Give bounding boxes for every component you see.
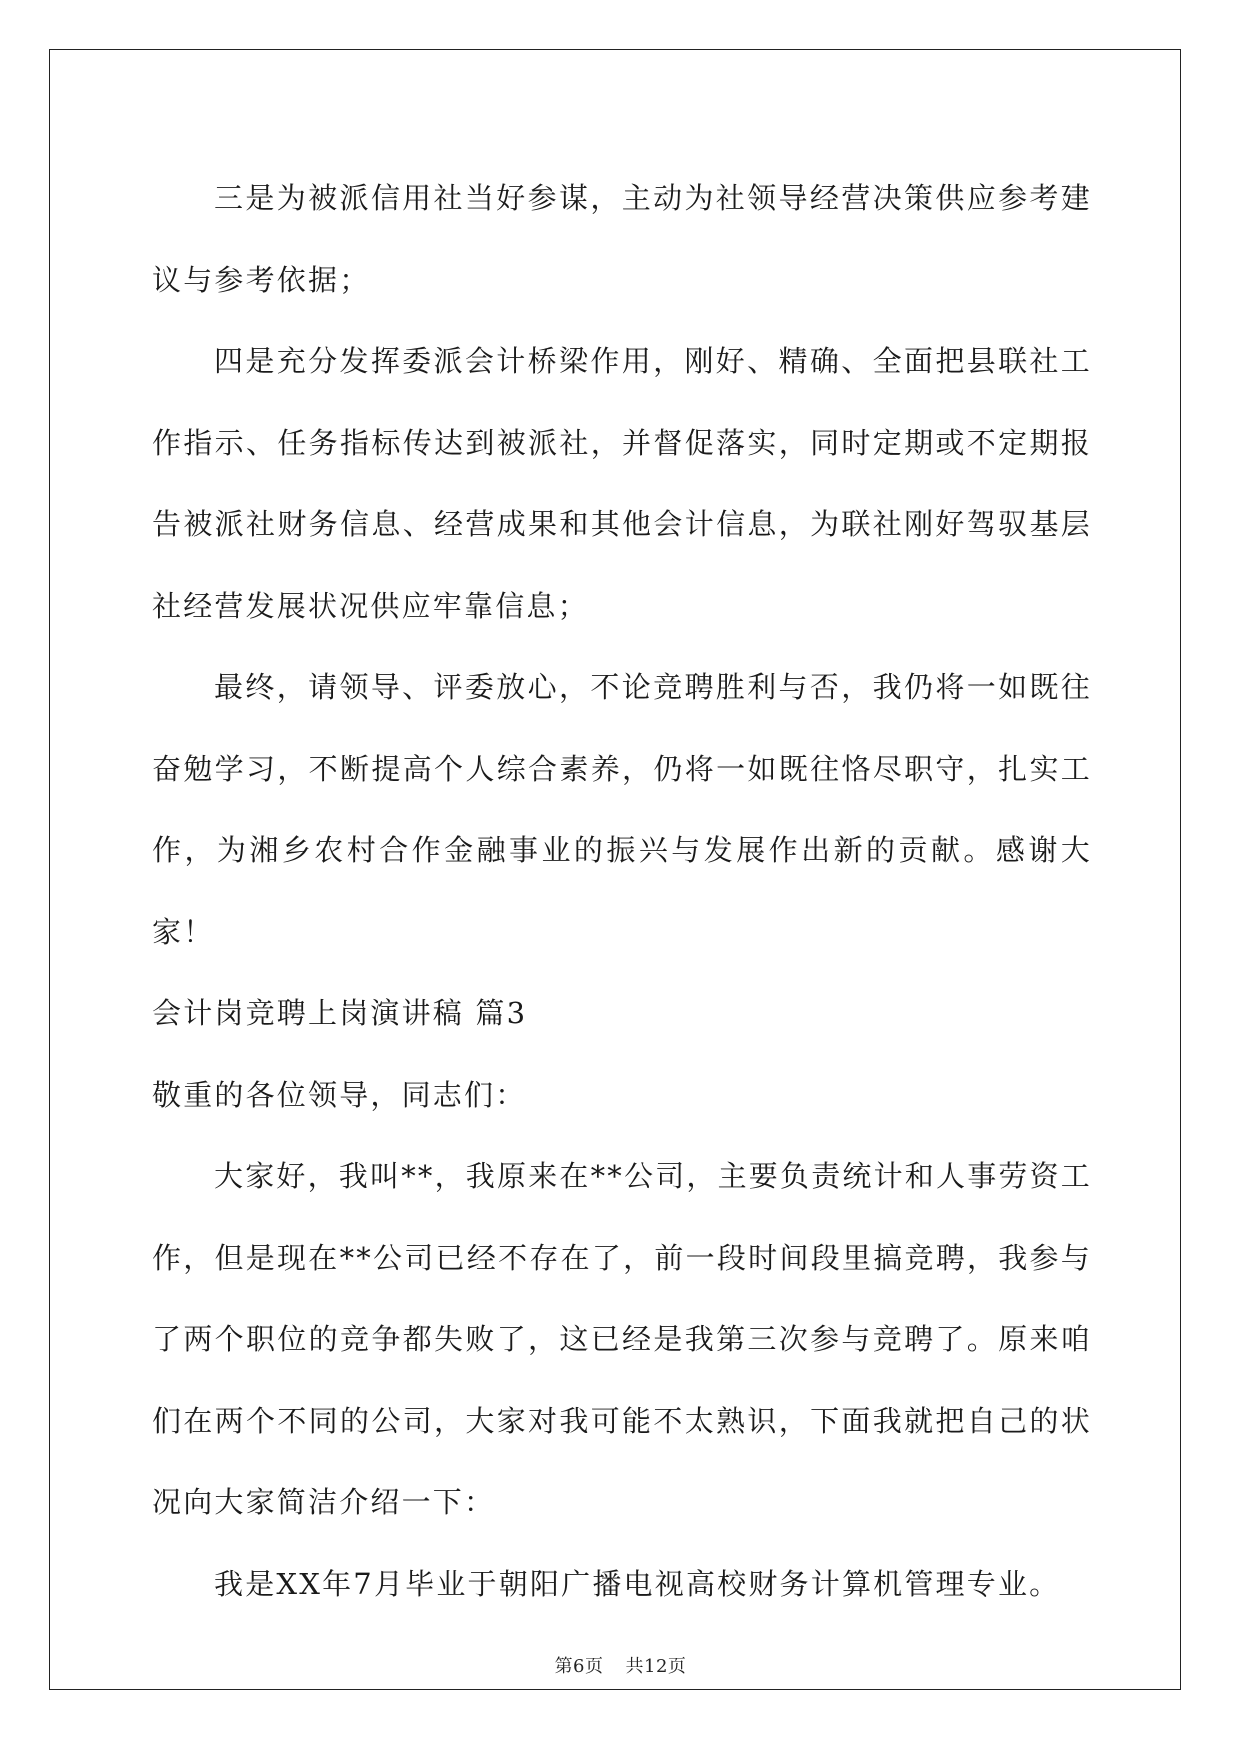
paragraph: 三是为被派信用社当好参谋，主动为社领导经营决策供应参考建议与参考依据； — [152, 181, 1092, 297]
paragraph: 四是充分发挥委派会计桥梁作用，刚好、精确、全面把县联社工作指示、任务指标传达到被派社，并督促落实，同时定期或不定期报告被派社财务信息、经营成果和其他会计信息，为联社刚好驾驭基层社经营发展状况供应牢靠信息； — [152, 344, 1092, 623]
section-heading: 会计岗竞聘上岗演讲稿 篇3 — [152, 996, 528, 1030]
salutation: 敬重的各位领导，同志们： — [152, 1077, 527, 1112]
paragraph: 我是XX年7月毕业于朝阳广播电视高校财务计算机管理专业。 — [214, 1566, 1061, 1601]
page-footer — [0, 1652, 1241, 1678]
paragraph: 最终，请领导、评委放心，不论竞聘胜利与否，我仍将一如既往奋勉学习，不断提高个人综合素养，仍将一如既往恪尽职守，扎实工作，为湘乡农村合作金融事业的振兴与发展作出新的贡献。感谢大家！ — [152, 670, 1092, 949]
total-pages: 共12页 — [625, 1656, 687, 1677]
page-number: 第6页 — [554, 1656, 604, 1677]
document-body — [152, 158, 1092, 1625]
paragraph: 大家好，我叫**，我原来在**公司，主要负责统计和人事劳资工作，但是现在**公司已经不存在了，前一段时间段里搞竞聘，我参与了两个职位的竞争都失败了，这已经是我第三次参与竞聘了。原来咱们在两个不同的公司，大家对我可能不太熟识，下面我就把自己的状况向大家简洁介绍一下： — [152, 1159, 1093, 1519]
